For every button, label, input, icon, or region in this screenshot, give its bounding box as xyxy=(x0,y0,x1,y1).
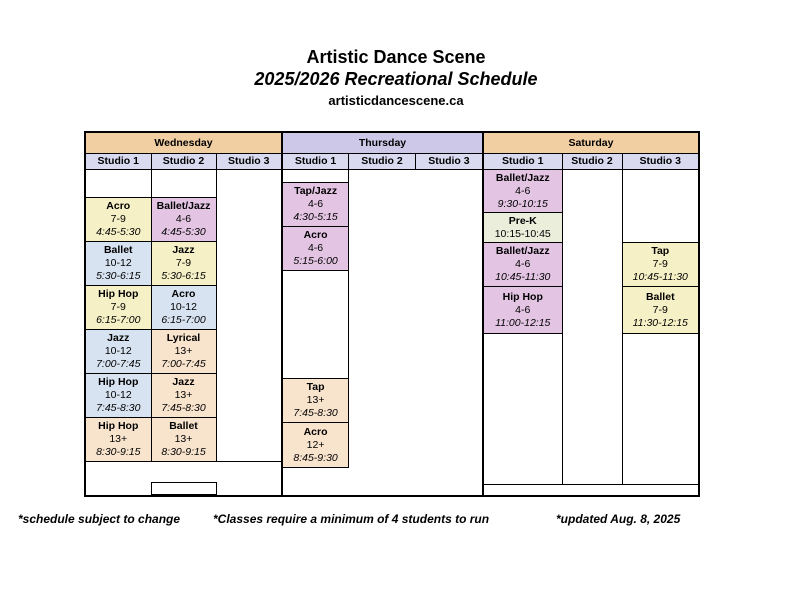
class-cell xyxy=(86,374,151,418)
class-age: 4-6 xyxy=(175,213,192,225)
class-cell xyxy=(283,379,349,423)
class-cell xyxy=(484,170,562,213)
class-age: 4-6 xyxy=(515,184,531,197)
class-cell xyxy=(283,183,349,227)
page-title: Artistic Dance Scene xyxy=(306,47,486,67)
class-name: Tap xyxy=(306,381,325,393)
class-age: 13+ xyxy=(174,433,193,445)
class-name: Ballet xyxy=(103,244,133,256)
class-cell xyxy=(86,418,151,462)
class-time: 7:45-8:30 xyxy=(161,402,206,414)
class-name: Jazz xyxy=(172,244,195,256)
studio-header: Studio 1 xyxy=(484,154,562,170)
class-name: Tap/Jazz xyxy=(294,185,338,197)
day-section-saturday xyxy=(484,133,698,495)
class-cell xyxy=(151,286,216,330)
class-time: 10:45-11:30 xyxy=(632,271,688,283)
class-age: 13+ xyxy=(174,345,193,357)
studio-header: Studio 2 xyxy=(151,154,216,170)
class-time: 4:45-5:30 xyxy=(161,226,206,238)
empty-cell xyxy=(349,170,416,468)
class-cell xyxy=(484,287,562,334)
studio-header: Studio 2 xyxy=(349,154,416,170)
class-age: 13+ xyxy=(174,389,193,401)
class-name: Ballet xyxy=(645,290,675,303)
empty-cell xyxy=(151,170,216,198)
class-time: 8:30-9:15 xyxy=(96,446,141,458)
empty-cell xyxy=(622,170,698,243)
class-name: Ballet xyxy=(169,420,198,432)
class-name: Hip Hop xyxy=(98,288,139,300)
class-cell xyxy=(283,227,349,271)
class-age: 12+ xyxy=(306,438,325,451)
class-name: Pre-K xyxy=(508,214,537,227)
studio-header: Studio 2 xyxy=(562,154,622,170)
class-time: 11:00-12:15 xyxy=(495,316,551,329)
class-cell xyxy=(86,286,151,330)
class-time: 4:45-5:30 xyxy=(96,226,141,238)
class-time: 7:00-7:45 xyxy=(96,358,141,370)
class-cell xyxy=(151,198,216,242)
website-text: artisticdancescene.ca xyxy=(328,93,464,108)
class-cell xyxy=(484,213,562,243)
class-age: 4-6 xyxy=(307,198,324,210)
class-time: 9:30-10:15 xyxy=(497,197,548,210)
class-age: 4-6 xyxy=(307,242,324,254)
class-time: 5:15-6:00 xyxy=(293,255,338,267)
class-age: 4-6 xyxy=(515,303,531,316)
class-age: 10-12 xyxy=(104,345,132,357)
day-header: Wednesday xyxy=(86,133,281,154)
empty-cell xyxy=(622,334,698,485)
empty-cell xyxy=(484,334,562,485)
class-cell xyxy=(622,243,698,287)
empty-cell xyxy=(415,170,482,468)
class-cell xyxy=(86,242,151,286)
class-time: 5:30-6:15 xyxy=(96,270,141,282)
class-time: 10:15-10:45 xyxy=(494,227,551,240)
footer-note-updated-date: *updated Aug. 8, 2025 xyxy=(556,512,681,526)
class-name: Lyrical xyxy=(166,332,201,344)
class-name: Hip Hop xyxy=(98,376,139,388)
studio-header: Studio 1 xyxy=(283,154,349,170)
studio-header: Studio 3 xyxy=(622,154,698,170)
empty-cell xyxy=(216,170,281,462)
class-cell xyxy=(484,243,562,287)
studio-header: Studio 3 xyxy=(216,154,281,170)
footer-note-schedule-change: *schedule subject to change xyxy=(18,512,181,526)
class-age: 7-9 xyxy=(110,301,126,313)
class-age: 13+ xyxy=(109,433,128,445)
class-time: 7:00-7:45 xyxy=(161,358,206,370)
schedule-table xyxy=(84,131,700,497)
studio-header: Studio 1 xyxy=(86,154,151,170)
class-age: 10-12 xyxy=(104,257,132,269)
class-age: 7-9 xyxy=(652,258,668,270)
class-name: Tap xyxy=(651,245,670,257)
day-section-thursday xyxy=(283,133,484,495)
class-cell xyxy=(86,198,151,242)
class-name: Hip Hop xyxy=(98,420,139,432)
empty-cell xyxy=(86,170,151,198)
class-cell xyxy=(151,374,216,418)
class-time: 7:45-8:30 xyxy=(293,407,338,419)
class-time: 4:30-5:15 xyxy=(293,211,338,223)
blank-stray-cell xyxy=(151,482,217,495)
class-name: Acro xyxy=(303,229,328,241)
footer-note-minimum-students: *Classes require a minimum of 4 students to run xyxy=(213,512,490,526)
class-age: 10-12 xyxy=(104,389,132,401)
studio-header: Studio 3 xyxy=(415,154,482,170)
day-header: Thursday xyxy=(283,133,482,154)
class-cell xyxy=(151,330,216,374)
class-cell xyxy=(86,330,151,374)
class-name: Hip Hop xyxy=(502,290,543,303)
class-age: 13+ xyxy=(306,394,325,406)
class-time: 10:45-11:30 xyxy=(495,271,551,283)
empty-cell xyxy=(562,170,622,485)
empty-cell xyxy=(283,170,349,183)
class-cell xyxy=(622,287,698,334)
class-time: 6:15-7:00 xyxy=(96,314,141,326)
class-age: 7-9 xyxy=(652,303,668,316)
page-subtitle: 2025/2026 Recreational Schedule xyxy=(254,69,538,89)
class-time: 11:30-12:15 xyxy=(632,316,688,329)
empty-cell xyxy=(283,271,349,379)
class-age: 7-9 xyxy=(175,257,192,269)
class-time: 5:30-6:15 xyxy=(161,270,206,282)
class-cell xyxy=(151,418,216,462)
class-name: Ballet/Jazz xyxy=(156,200,211,212)
class-time: 8:45-9:30 xyxy=(293,451,338,464)
day-section-wednesday xyxy=(86,133,283,495)
class-time: 8:30-9:15 xyxy=(161,446,206,458)
class-age: 10-12 xyxy=(170,301,197,313)
class-name: Jazz xyxy=(107,332,130,344)
class-name: Acro xyxy=(106,200,131,212)
class-age: 4-6 xyxy=(515,258,531,270)
class-name: Acro xyxy=(303,425,328,438)
class-name: Jazz xyxy=(172,376,195,388)
class-name: Ballet/Jazz xyxy=(495,245,550,257)
class-cell xyxy=(151,242,216,286)
class-time: 6:15-7:00 xyxy=(161,314,206,326)
class-name: Ballet/Jazz xyxy=(495,171,550,184)
class-time: 7:45-8:30 xyxy=(96,402,141,414)
day-header: Saturday xyxy=(484,133,698,154)
class-age: 7-9 xyxy=(110,213,126,225)
class-cell xyxy=(283,423,349,468)
class-name: Acro xyxy=(171,288,196,300)
